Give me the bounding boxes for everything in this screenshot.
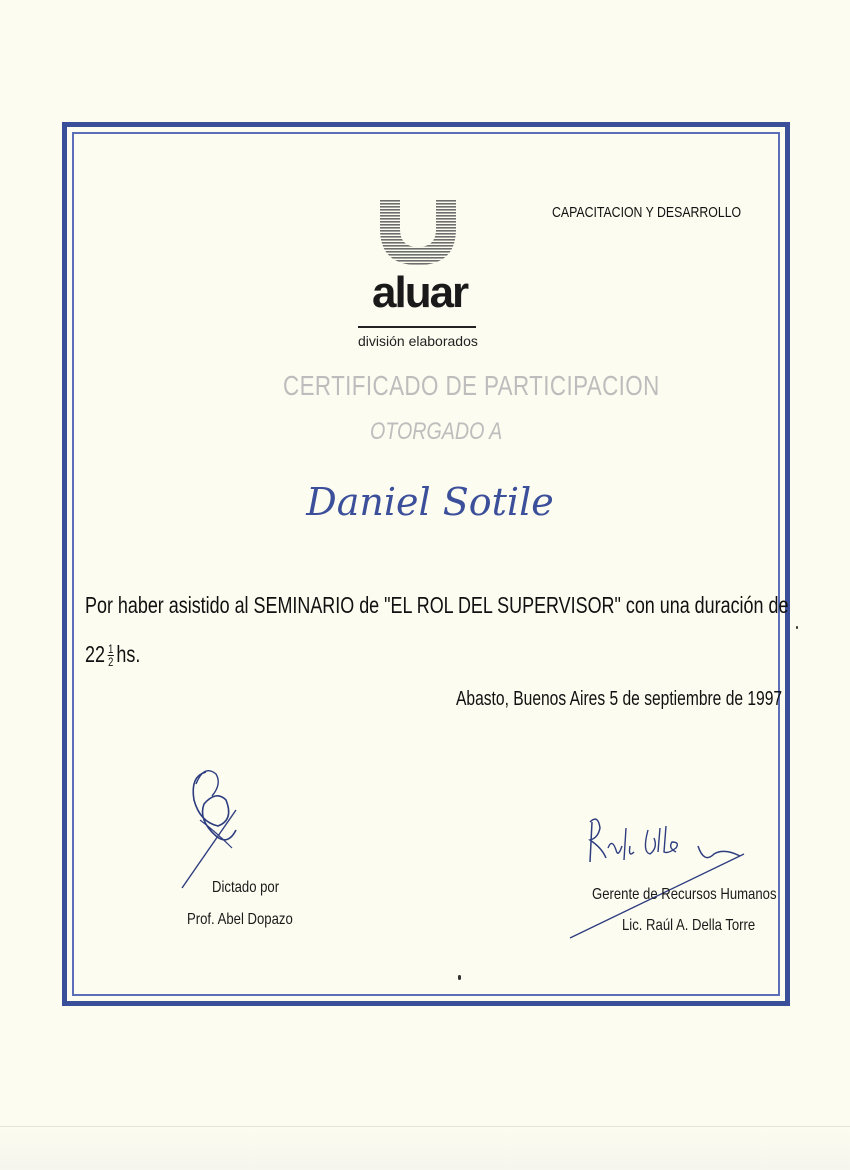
logo-subtitle: división elaborados	[358, 333, 478, 349]
duration-fraction	[107, 643, 114, 668]
certificate-body-text: Por haber asistido al SEMINARIO de "EL ROL DEL SUPERVISOR" con una duración de	[85, 592, 789, 618]
scan-bottom-edge	[0, 1126, 850, 1170]
signature-left-icon	[176, 760, 248, 895]
paper-speck	[458, 975, 461, 980]
duration-unit: hs.	[116, 641, 141, 667]
logo-wordmark: aluar	[372, 268, 468, 317]
duration-line	[85, 641, 140, 668]
right-signer-name: Lic. Raúl A. Della Torre	[622, 917, 756, 934]
certificate-title: CERTIFICADO DE PARTICIPACION	[283, 370, 660, 401]
department-heading: CAPACITACION Y DESARROLLO	[552, 204, 742, 221]
place-and-date: Abasto, Buenos Aires 5 de septiembre de 1997	[456, 688, 783, 710]
paper-speck	[796, 626, 798, 629]
left-signer-role: Dictado por	[212, 879, 280, 896]
duration-whole: 22	[85, 641, 105, 667]
left-signer-name: Prof. Abel Dopazo	[187, 911, 293, 928]
aluar-logo-icon	[378, 197, 458, 267]
logo-divider	[358, 326, 476, 328]
fraction-denominator: 2	[108, 655, 114, 670]
right-signer-role: Gerente de Recursos Humanos	[592, 886, 777, 903]
recipient-name: Daniel Sotile	[306, 480, 554, 524]
certificate-subtitle: OTORGADO A	[370, 418, 503, 445]
fraction-numerator: 1	[108, 642, 114, 657]
